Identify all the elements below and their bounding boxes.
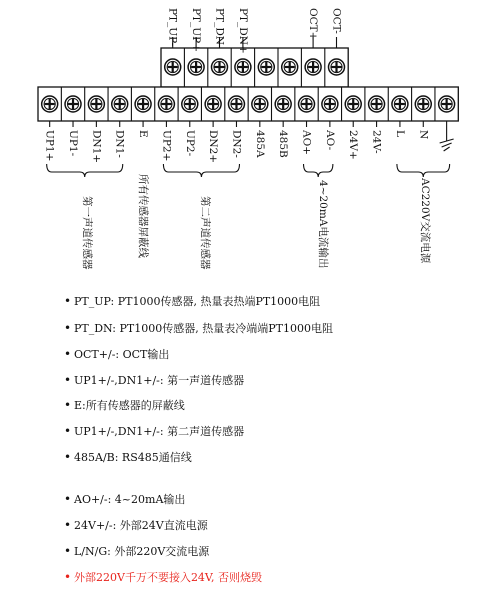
bottom-terminal-screw-icon — [392, 96, 408, 112]
bottom-terminal-screw-icon — [299, 96, 315, 112]
bottom-terminal-label: DN1- — [113, 130, 126, 158]
top-terminal-label: PT_DN+ — [236, 8, 249, 54]
legend-item — [64, 294, 320, 309]
bottom-terminal-label: DN2+ — [207, 130, 220, 164]
bottom-terminal-label: 24V+ — [347, 130, 360, 160]
top-terminal-screw-icon — [258, 59, 274, 75]
legend-text: UP1+/-,DN1+/-: 第一声道传感器 — [74, 374, 245, 387]
legend-text: 外部220V千万不要接入24V, 否则烧毁 — [74, 571, 262, 584]
terminal-wiring-diagram — [0, 0, 503, 290]
legend-text: PT_UP: PT1000传感器, 热量表热端PT1000电阻 — [74, 295, 321, 308]
bottom-terminal-label: DN1+ — [90, 130, 103, 164]
bottom-terminal-screw-icon — [205, 96, 221, 112]
bottom-terminal-screw-icon — [275, 96, 291, 112]
terminal-group-bracket — [163, 164, 239, 177]
bullet-icon: • — [64, 347, 72, 361]
bottom-terminal-screw-icon — [345, 96, 361, 112]
bottom-terminal-label: UP1+ — [43, 130, 56, 162]
bottom-terminal-label: 485B — [277, 130, 290, 158]
bullet-icon: • — [64, 294, 72, 308]
top-terminal-label: PT_UP+ — [190, 8, 203, 53]
bullet-icon: • — [64, 398, 72, 412]
legend-text: OCT+/-: OCT输出 — [74, 348, 170, 361]
terminal-group-label: 第二声道传感器 — [199, 196, 211, 270]
top-terminal-label: PT_UP- — [166, 8, 179, 47]
top-terminal-screw-icon — [165, 59, 181, 75]
bullet-icon: • — [64, 518, 72, 532]
terminal-groups — [47, 164, 450, 270]
bullet-icon: • — [64, 321, 72, 335]
bullet-icon: • — [64, 570, 72, 584]
top-terminal-screw-icon — [329, 59, 345, 75]
bottom-terminal-screw-icon — [182, 96, 198, 112]
terminal-group-bracket — [304, 164, 333, 177]
bottom-terminal-label: 24V- — [370, 130, 383, 154]
top-terminal-label: PT_DN- — [213, 8, 226, 49]
top-terminal-screw-icon — [188, 59, 204, 75]
legend-item — [64, 492, 185, 507]
top-terminal-screw-icon — [282, 59, 298, 75]
top-terminal-screw-icon — [305, 59, 321, 75]
legend-warning-item — [64, 570, 262, 585]
ground-icon — [440, 127, 454, 151]
bullet-icon: • — [64, 544, 72, 558]
bottom-terminal-label: AO- — [323, 130, 336, 151]
bottom-terminal-screw-icon — [135, 96, 151, 112]
top-terminal-screw-icon — [212, 59, 228, 75]
top-terminal-label: OCT+ — [307, 8, 320, 41]
legend-item — [64, 518, 208, 533]
bottom-terminal-label: L — [393, 130, 406, 137]
legend-item — [64, 347, 169, 362]
top-terminal-screw-icon — [235, 59, 251, 75]
bottom-terminal-screw-icon — [415, 96, 431, 112]
bottom-terminal-label: N — [417, 130, 430, 140]
bottom-terminal-screw-icon — [65, 96, 81, 112]
top-terminal-label: OCT- — [330, 8, 343, 34]
legend-text: UP1+/-,DN1+/-: 第二声道传感器 — [74, 425, 245, 438]
legend-text: PT_DN: PT1000传感器, 热量表冷端端PT1000电阻 — [74, 322, 333, 335]
legend-item — [64, 424, 244, 439]
legend-item — [64, 450, 192, 465]
bottom-terminal-screw-icon — [158, 96, 174, 112]
terminal-group-label: AC220V交流电源 — [419, 178, 431, 264]
bottom-terminal-label: UP2- — [183, 130, 196, 157]
bottom-terminal-screw-icon — [42, 96, 58, 112]
legend-text: E:所有传感器的屏蔽线 — [74, 399, 185, 412]
legend-text: L/N/G: 外部220V交流电源 — [74, 545, 210, 558]
legend-text: 24V+/-: 外部24V直流电源 — [74, 519, 208, 532]
terminal-group-label: 4~20mA电流输出 — [317, 180, 329, 269]
terminal-group-label: 所有传感器屏蔽线 — [137, 174, 149, 258]
bottom-terminal-label: 485A — [253, 130, 266, 158]
bottom-terminal-screw-icon — [439, 96, 455, 112]
bullet-icon: • — [64, 450, 72, 464]
bottom-terminal-label: E — [137, 130, 150, 138]
terminal-group-bracket — [47, 164, 123, 177]
legend-text: AO+/-: 4~20mA输出 — [74, 493, 186, 506]
bullet-icon: • — [64, 492, 72, 506]
bottom-terminal-screw-icon — [228, 96, 244, 112]
legend-text: 485A/B: RS485通信线 — [74, 451, 192, 464]
bottom-terminal-screw-icon — [369, 96, 385, 112]
bullet-icon: • — [64, 373, 72, 387]
bottom-terminal-screw-icon — [322, 96, 338, 112]
bottom-terminal-label: DN2- — [230, 130, 243, 158]
bottom-terminal-screw-icon — [112, 96, 128, 112]
legend-item — [64, 373, 244, 388]
legend-item — [64, 398, 185, 413]
bottom-terminal-label: AO+ — [300, 130, 313, 155]
bottom-terminal-label: UP1- — [67, 130, 80, 157]
terminal-group-label: 第一声道传感器 — [81, 196, 93, 270]
terminal-group-bracket — [397, 164, 450, 177]
legend-item — [64, 544, 209, 559]
bottom-terminal-screw-icon — [88, 96, 104, 112]
bottom-terminal-block — [38, 87, 458, 163]
bottom-terminal-label: UP2+ — [160, 130, 173, 162]
bottom-terminal-screw-icon — [252, 96, 268, 112]
legend-item — [64, 321, 333, 336]
bullet-icon: • — [64, 424, 72, 438]
top-terminal-block — [161, 8, 348, 87]
